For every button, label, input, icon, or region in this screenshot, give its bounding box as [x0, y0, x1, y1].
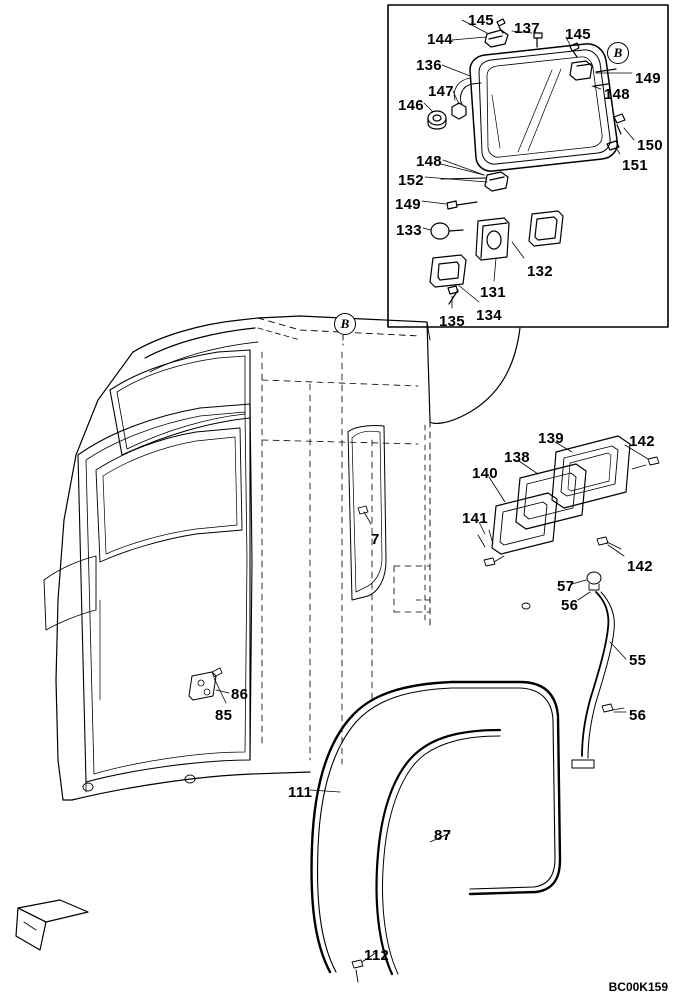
callout-86: 86 — [231, 686, 249, 703]
callout-149-lower: 149 — [395, 196, 421, 213]
callout-141: 141 — [462, 510, 488, 527]
callout-132: 132 — [527, 263, 553, 280]
callout-149-upper: 149 — [635, 70, 661, 87]
callout-152: 152 — [398, 172, 424, 189]
callout-87: 87 — [434, 827, 452, 844]
callout-57: 57 — [557, 578, 575, 595]
callout-148-lower: 148 — [416, 153, 442, 170]
drawing-code: BC00K159 — [608, 980, 668, 994]
callout-138: 138 — [504, 449, 530, 466]
callout-144: 144 — [427, 31, 453, 48]
callout-151: 151 — [622, 157, 648, 174]
callout-85: 85 — [215, 707, 233, 724]
callout-131: 131 — [480, 284, 506, 301]
callout-147: 147 — [428, 83, 454, 100]
callout-134: 134 — [476, 307, 502, 324]
callout-56-lower: 56 — [629, 707, 647, 724]
callout-142-lower: 142 — [627, 558, 653, 575]
callout-150: 150 — [637, 137, 663, 154]
callout-140: 140 — [472, 465, 498, 482]
detail-marker-b-top: B — [607, 42, 629, 64]
callout-148-upper: 148 — [604, 86, 630, 103]
callout-56-upper: 56 — [561, 597, 579, 614]
callout-133: 133 — [396, 222, 422, 239]
callout-142-upper: 142 — [629, 433, 655, 450]
callout-7: 7 — [371, 531, 380, 548]
callout-111: 111 — [288, 784, 313, 801]
callout-139: 139 — [538, 430, 564, 447]
detail-marker-b-cab: B — [334, 313, 356, 335]
callout-146: 146 — [398, 97, 424, 114]
callout-137: 137 — [514, 20, 540, 37]
callout-136: 136 — [416, 57, 442, 74]
callout-55: 55 — [629, 652, 647, 669]
callout-145-top-right: 145 — [565, 26, 591, 43]
callout-135: 135 — [439, 313, 465, 330]
callout-145-top-left: 145 — [468, 12, 494, 29]
callout-112: 112 — [364, 947, 390, 964]
